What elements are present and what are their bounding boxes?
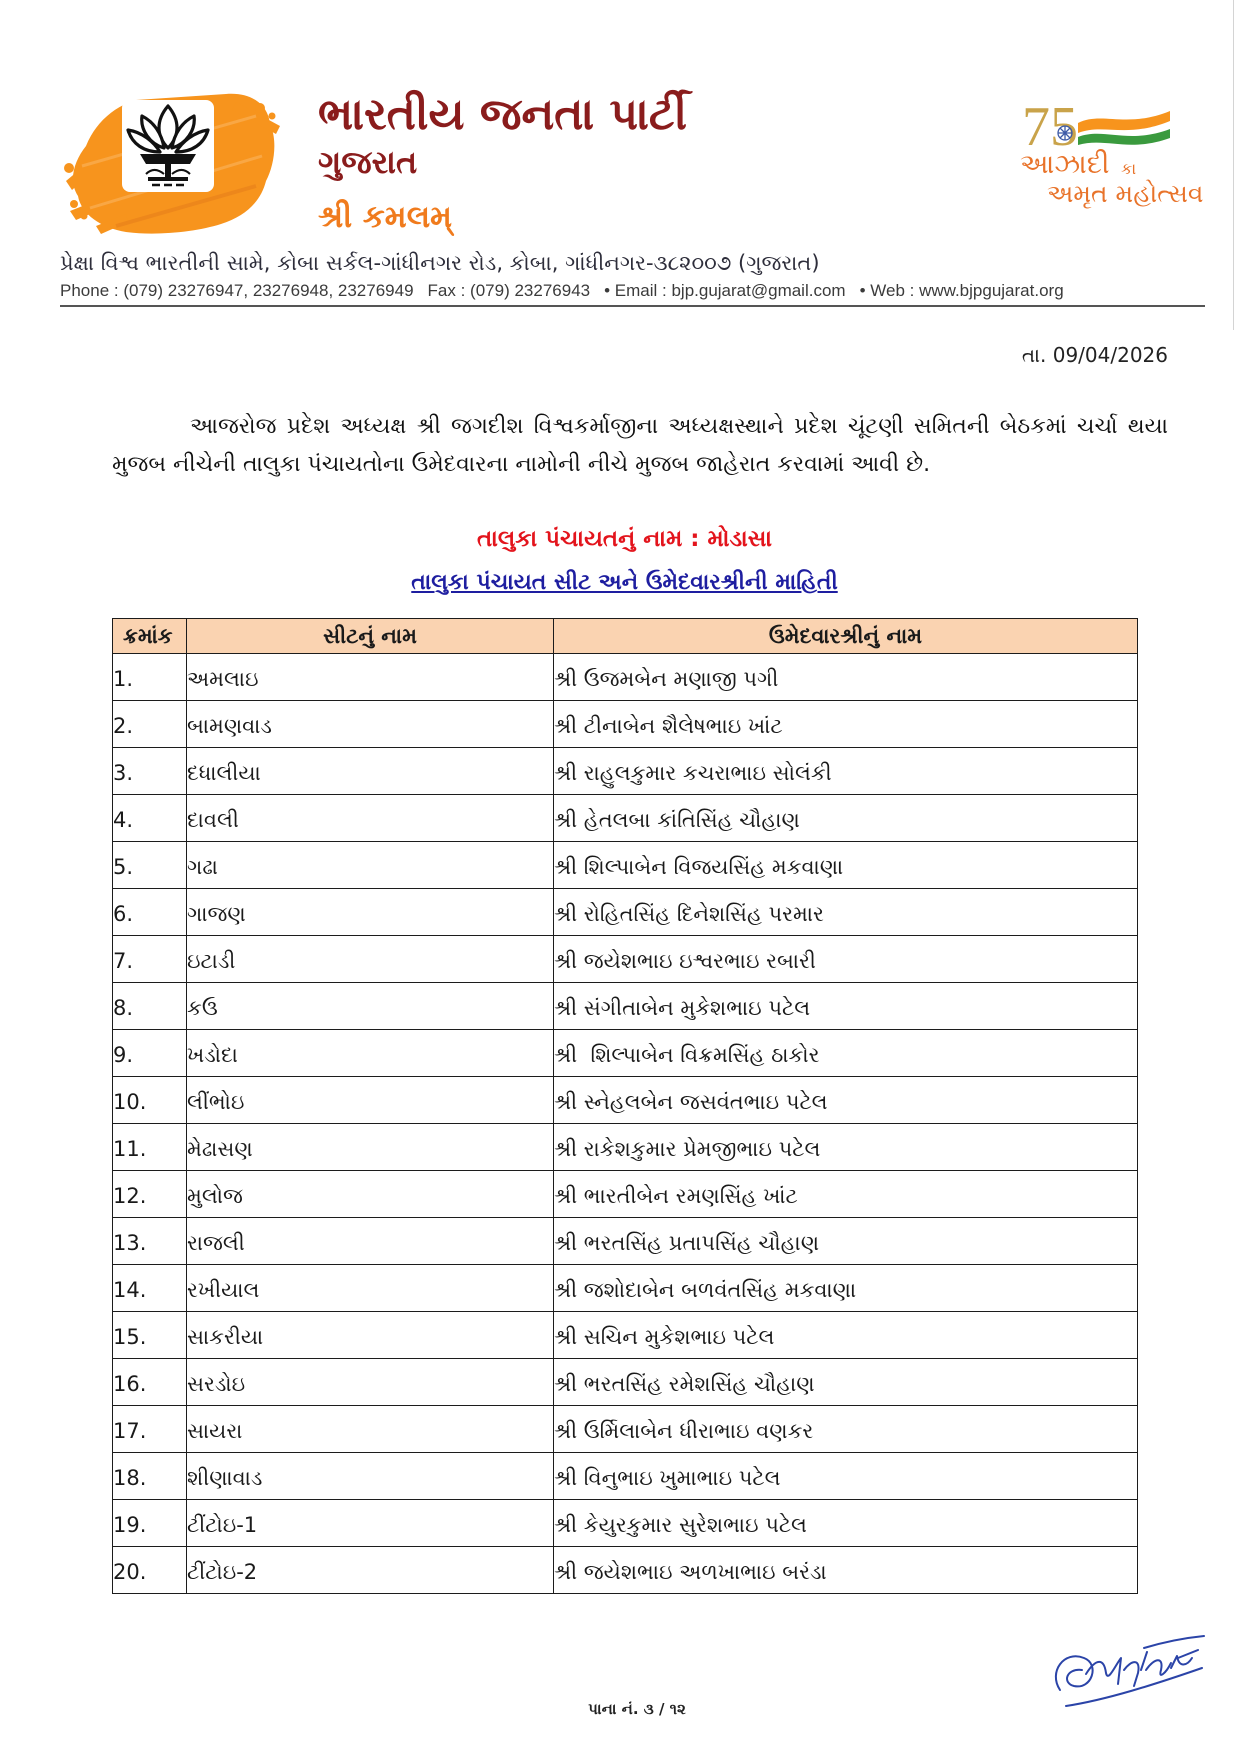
serial-number-cell: 16.	[113, 1359, 187, 1406]
seat-name-cell: મુલોજ	[187, 1171, 554, 1218]
table-row	[113, 1359, 1138, 1406]
candidate-name-cell: શ્રી સંગીતાબેન મુકેશભાઇ પટેલ	[554, 983, 1138, 1030]
seat-name-cell: ગાજણ	[187, 889, 554, 936]
contact-line	[60, 279, 1210, 303]
candidate-name-cell: શ્રી રોહિતસિંહ દિનેશસિંહ પરમાર	[554, 889, 1138, 936]
table-row	[113, 842, 1138, 889]
serial-number-cell: 17.	[113, 1406, 187, 1453]
candidate-name-cell: શ્રી ઉર્મિલાબેન ધીરાભાઇ વણકર	[554, 1406, 1138, 1453]
jubilee-line1-suffix: કા	[1121, 159, 1137, 178]
seat-name-cell: સાકરીયા	[187, 1312, 554, 1359]
seat-name-cell: દધાલીયા	[187, 748, 554, 795]
party-logo-lotus-icon	[56, 86, 288, 246]
seat-name-cell: ગઢા	[187, 842, 554, 889]
candidate-name-cell: શ્રી ભરતસિંહ રમેશસિંહ ચૌહાણ	[554, 1359, 1138, 1406]
table-row	[113, 1030, 1138, 1077]
header-divider	[60, 305, 1205, 307]
seat-name-cell: શીણાવાડ	[187, 1453, 554, 1500]
candidate-name-cell: શ્રી સ્નેહલબેન જસવંતભાઇ પટેલ	[554, 1077, 1138, 1124]
letter-date: તા. 09/04/2026	[1021, 343, 1168, 367]
seat-name-cell: ટીંટોઇ-1	[187, 1500, 554, 1547]
serial-number-cell: 4.	[113, 795, 187, 842]
party-name: ભારતીય જનતા પાર્ટી	[318, 89, 688, 140]
serial-number-cell: 9.	[113, 1030, 187, 1077]
table-row	[113, 1218, 1138, 1265]
jubilee-line2: અમૃત મહોત્સવ	[1047, 179, 1204, 208]
seat-name-cell: અમલાઇ	[187, 654, 554, 701]
serial-number-cell: 18.	[113, 1453, 187, 1500]
seat-name-cell: રખીયાલ	[187, 1265, 554, 1312]
state-name: ગુજરાત	[318, 143, 418, 181]
serial-number-cell: 12.	[113, 1171, 187, 1218]
table-row	[113, 1500, 1138, 1547]
jubilee-numeral: 75	[1022, 96, 1078, 155]
serial-number-cell: 13.	[113, 1218, 187, 1265]
header-candidate-name: ઉમેદવારશ્રીનું નામ	[554, 619, 1138, 654]
seat-name-cell: ખડોદા	[187, 1030, 554, 1077]
candidate-name-cell: શ્રી રાકેશકુમાર પ્રેમજીભાઇ પટેલ	[554, 1124, 1138, 1171]
candidate-name-cell: શ્રી જયેશભાઇ ઇશ્વરભાઇ રબારી	[554, 936, 1138, 983]
page-edge-line	[1233, 0, 1234, 330]
serial-number-cell: 8.	[113, 983, 187, 1030]
office-name: શ્રી કમલમ્	[318, 199, 453, 235]
table-row	[113, 748, 1138, 795]
website: • Web : www.bjpgujarat.org	[859, 281, 1064, 300]
table-row	[113, 1265, 1138, 1312]
table-caption: તાલુકા પંચાયત સીટ અને ઉમેદવારશ્રીની માહિતી	[411, 570, 838, 595]
email-address: • Email : bjp.gujarat@gmail.com	[604, 281, 846, 300]
table-row	[113, 936, 1138, 983]
candidate-name-cell: શ્રી રાહુલકુમાર કચરાભાઇ સોલંકી	[554, 748, 1138, 795]
office-address: પ્રેક્ષા વિશ્વ ભારતીની સામે, કોબા સર્કલ-ગાંધીનગર રોડ, કોબા, ગાંધીનગર-૩૮૨૦૦૭ (ગુજરાત)	[60, 251, 820, 275]
table-row	[113, 1406, 1138, 1453]
seat-name-cell: રાજલી	[187, 1218, 554, 1265]
serial-number-cell: 11.	[113, 1124, 187, 1171]
tricolor-flag-icon	[1078, 111, 1170, 145]
candidate-name-cell: શ્રી વિનુભાઇ ખુમાભાઇ પટેલ	[554, 1453, 1138, 1500]
table-header	[113, 619, 1138, 654]
seat-name-cell: ટીંટોઇ-2	[187, 1547, 554, 1594]
serial-number-cell: 15.	[113, 1312, 187, 1359]
candidate-name-cell: શ્રી સચિન મુકેશભાઇ પટેલ	[554, 1312, 1138, 1359]
seat-name-cell: સાયરા	[187, 1406, 554, 1453]
table-header-row	[113, 619, 1138, 654]
candidate-name-cell: શ્રી શિલ્પાબેન વિક્રમસિંહ ઠાકોર	[554, 1030, 1138, 1077]
intro-paragraph: આજરોજ પ્રદેશ અધ્યક્ષ શ્રી જગદીશ વિશ્વકર્માજીના અધ્યક્ષસ્થાને પ્રદેશ ચૂંટણી સમિતની બેઠકમાં ચર્ચા થયા મુજબ નીચેની તાલુકા પંચાયતોના ઉમેદવારના નામોની નીચે મુજબ જાહેરાત કરવામાં આવી છે.	[112, 414, 1168, 477]
serial-number-cell: 7.	[113, 936, 187, 983]
ashoka-chakra-icon	[1058, 126, 1072, 140]
serial-number-cell: 1.	[113, 654, 187, 701]
serial-number-cell: 10.	[113, 1077, 187, 1124]
table-row	[113, 1453, 1138, 1500]
candidate-name-cell: શ્રી શિલ્પાબેન વિજયસિંહ મકવાણા	[554, 842, 1138, 889]
table-row	[113, 1124, 1138, 1171]
table-row	[113, 1077, 1138, 1124]
phone-numbers: Phone : (079) 23276947, 23276948, 23276949	[60, 281, 414, 300]
table-row	[113, 1171, 1138, 1218]
table-row	[113, 1547, 1138, 1594]
jubilee-line1: આઝાદી	[1020, 149, 1110, 180]
serial-number-cell: 3.	[113, 748, 187, 795]
seat-name-cell: લીંભોઇ	[187, 1077, 554, 1124]
table-row	[113, 983, 1138, 1030]
section-title: તાલુકા પંચાયતનું નામ : મોડાસા	[476, 526, 773, 552]
seat-name-cell: ઇટાડી	[187, 936, 554, 983]
candidate-name-cell: શ્રી ઉજમબેન મણાજી પગી	[554, 654, 1138, 701]
seat-name-cell: કઉ	[187, 983, 554, 1030]
table-body	[113, 654, 1138, 1594]
serial-number-cell: 14.	[113, 1265, 187, 1312]
candidate-name-cell: શ્રી કેયુરકુમાર સુરેશભાઇ પટેલ	[554, 1500, 1138, 1547]
candidate-name-cell: શ્રી જશોદાબેન બળવંતસિંહ મકવાણા	[554, 1265, 1138, 1312]
table-row	[113, 654, 1138, 701]
seat-name-cell: મેઢાસણ	[187, 1124, 554, 1171]
candidate-name-cell: શ્રી ભારતીબેન રમણસિંહ ખાંટ	[554, 1171, 1138, 1218]
serial-number-cell: 6.	[113, 889, 187, 936]
table-row	[113, 889, 1138, 936]
candidate-name-cell: શ્રી હેતલબા કાંતિસિંહ ચૌહાણ	[554, 795, 1138, 842]
azadi-ka-amrit-mahotsav-logo	[1020, 93, 1210, 155]
header-seat-name: સીટનું નામ	[187, 619, 554, 654]
table-row	[113, 1312, 1138, 1359]
seat-name-cell: સરડોઇ	[187, 1359, 554, 1406]
serial-number-cell: 5.	[113, 842, 187, 889]
candidate-name-cell: શ્રી ટીનાબેન શૈલેષભાઇ ખાંટ	[554, 701, 1138, 748]
table-row	[113, 701, 1138, 748]
table-row	[113, 795, 1138, 842]
candidate-name-cell: શ્રી જયેશભાઇ અળખાભાઇ બરંડા	[554, 1547, 1138, 1594]
serial-number-cell: 19.	[113, 1500, 187, 1547]
fax-number: Fax : (079) 23276943	[427, 281, 591, 300]
signature	[1046, 1628, 1208, 1714]
candidate-name-cell: શ્રી ભરતસિંહ પ્રતાપસિંહ ચૌહાણ	[554, 1218, 1138, 1265]
page-number: પાના નં. ૩ / ૧૨	[588, 1700, 686, 1718]
candidates-table	[112, 618, 1138, 1594]
header-serial-number: ક્રમાંક	[113, 619, 187, 654]
serial-number-cell: 2.	[113, 701, 187, 748]
seat-name-cell: બામણવાડ	[187, 701, 554, 748]
serial-number-cell: 20.	[113, 1547, 187, 1594]
seat-name-cell: દાવલી	[187, 795, 554, 842]
